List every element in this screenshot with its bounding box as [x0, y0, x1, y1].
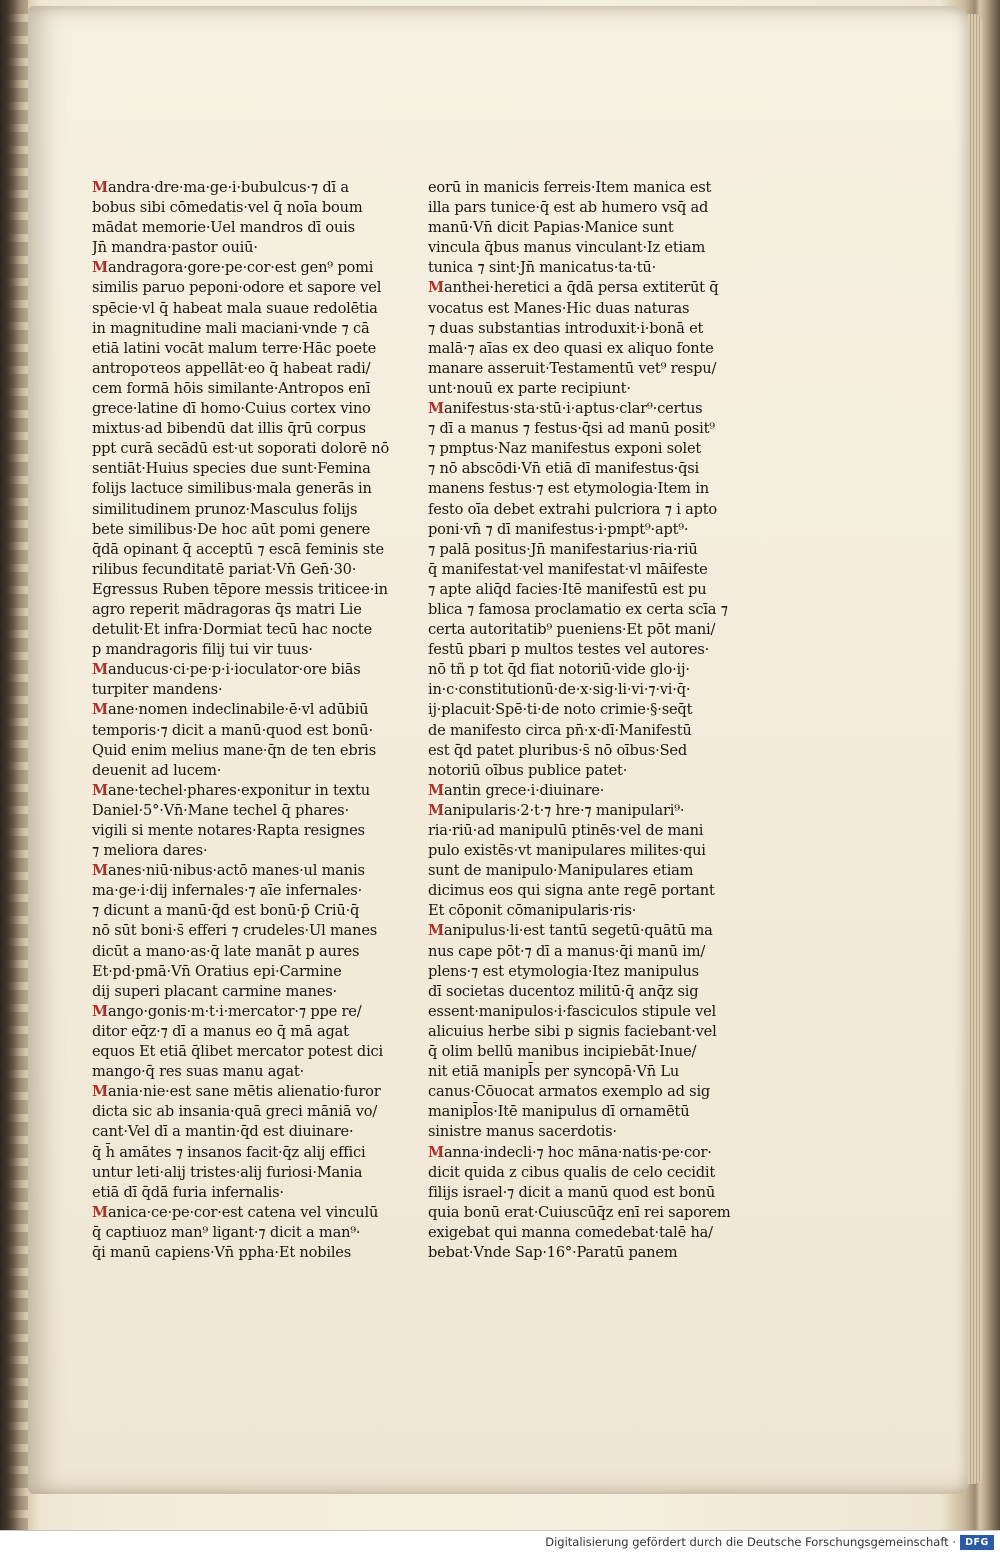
text-line: Mane·techel·phares·exponitur in textu	[92, 781, 370, 799]
text-line: Manipularis·2·t·⁊ hre·⁊ manipulari⁹·	[428, 801, 685, 819]
text-line: eorū in manicis ferreis·Item manica est	[428, 179, 712, 196]
text-line: dicta sic ab insania·quā greci māniā vo/	[92, 1103, 378, 1121]
text-line: filijs israel·⁊ dicit a manū quod est bonū	[428, 1183, 716, 1201]
text-line: bebat·Vnde Sap·16°·Paratū panem	[428, 1243, 678, 1261]
text-line: folijs lactuce similibus·mala generās in	[92, 480, 372, 498]
text-line: mixtus·ad bibendū dat illis q̄rū corpus	[92, 420, 366, 438]
text-line: nō sūt boni·s̄ efferi ⁊ crudeles·Ul manes	[92, 922, 378, 940]
text-line: Manthei·heretici a q̄dā persa extiterūt q̄	[428, 279, 719, 297]
text-line: Mandra·dre·ma·ge·i·bubulcus·⁊ dī a	[92, 179, 349, 196]
text-line: Manna·indecli·⁊ hoc māna·natis·pe·cor·	[428, 1143, 712, 1161]
text-line: canus·Cōuocat armatos exemplo ad sig	[428, 1083, 711, 1101]
text-line: Manipulus·li·est tantū segetū·quātū ma	[428, 922, 713, 940]
text-line: poni·vn̄ ⁊ dī manifestus·i·pmpt⁹·apt⁹·	[428, 520, 689, 538]
text-line: mādat memorie·Uel mandros dī ouis	[92, 219, 355, 237]
text-line: ria·riū·ad manipulū ptinēs·vel de mani	[428, 822, 704, 839]
rubric-initial: M	[428, 1143, 444, 1161]
rubric-initial: M	[92, 1002, 108, 1020]
text-line: Manifestus·sta·stū·i·aptus·clar⁹·certus	[428, 400, 703, 418]
text-line: sinistre manus sacerdotis·	[428, 1123, 617, 1141]
text-line: ⁊ dicunt a manū·q̄d est bonū·p̄ Criū·q̄	[92, 902, 360, 920]
text-line: festū pbari p multos testes vel autores·	[428, 641, 710, 659]
text-line: essent·manipulos·i·fasciculos stipule vel	[428, 1002, 717, 1020]
text-column-left	[92, 178, 392, 1263]
text-line: dicit quida z cibus qualis de celo cecidit	[428, 1163, 716, 1181]
text-line: ⁊ dī a manus ⁊ festus·q̄si ad manū posit⁹	[428, 420, 715, 438]
text-line: Mantin grece·i·diuinare·	[428, 781, 605, 799]
rubric-initial: M	[92, 1083, 108, 1101]
text-column-right	[428, 178, 740, 1263]
rubric-initial: M	[428, 922, 444, 940]
text-line: exigebat qui manna comedebat·talē ha/	[428, 1223, 713, 1241]
text-line: bete similibus·De hoc aūt pomi genere	[92, 520, 371, 538]
text-line: nit etiā manipl̄s per syncopā·Vn̄ Lu	[428, 1063, 680, 1081]
text-line: similis paruo peponi·odore et sapore vel	[92, 279, 382, 297]
text-line: ma·ge·i·dij infernales·⁊ aīe infernales·	[92, 882, 363, 900]
text-line: Jn̄ mandra·pastor ouiū·	[92, 239, 258, 257]
rubric-initial: M	[428, 400, 444, 418]
text-line: unt·nouū ex parte recipiunt·	[428, 379, 631, 397]
text-line: quia bonū erat·Cuiuscūq̄z enī rei saporem	[428, 1203, 731, 1221]
text-line: p mandragoris filij tui vir tuus·	[92, 641, 313, 659]
text-line: sunt de manipulo·Manipulares etiam	[428, 862, 694, 880]
text-line: Mane·nomen indeclinabile·ē·vl adūbiū	[92, 701, 369, 719]
rubric-initial: M	[428, 801, 444, 819]
text-line: plens·⁊ est etymologia·Itez manipulus	[428, 962, 699, 980]
text-line: Manes·niū·nibus·actō manes·ul manis	[92, 862, 365, 880]
text-line: q̄dā opinant q̄ acceptū ⁊ escā feminis ste	[92, 540, 384, 558]
text-line: ⁊ nō abscōdi·Vn̄ etiā dī manifestus·q̄si	[428, 460, 700, 478]
text-line: agro reperit mādragoras q̄s matri Lie	[92, 600, 362, 618]
text-line: detulit·Et infra·Dormiat tecū hac nocte	[92, 621, 372, 639]
text-line: q̄i manū capiens·Vn̄ ppha·Et nobiles	[92, 1243, 352, 1261]
text-line: festo oīa debet extrahi pulcriora ⁊ i apto	[428, 500, 718, 518]
text-line: de manifesto circa pn̄·x·dī·Manifestū	[428, 721, 692, 739]
text-line: Manducus·ci·pe·p·i·ioculator·ore biās	[92, 661, 361, 679]
text-line: Et cōponit cōmanipularis·ris·	[428, 902, 637, 920]
text-line: malā·⁊ aīas ex deo quasi ex aliquo fonte	[428, 339, 714, 357]
text-line: antropoτeos appellāt·eo q̄ habeat radi/	[92, 359, 371, 377]
text-line: Egressus Ruben tēpore messis triticee·in	[92, 580, 388, 598]
facing-page-edge	[0, 0, 28, 1530]
text-line: manare asseruit·Testamentū vet⁹ respu/	[428, 359, 717, 377]
text-line: temporis·⁊ dicit a manū·quod est bonū·	[92, 721, 373, 739]
text-line: etiā dī q̄dā furia infernalis·	[92, 1183, 284, 1201]
text-line: Quid enim melius mane·q̄n de ten ebris	[92, 741, 376, 759]
text-line: dī societas ducentoz militū·q̄ anq̄z sig	[428, 982, 699, 1000]
rubric-initial: M	[92, 259, 108, 277]
text-line: vincula q̄bus manus vinculant·Iz etiam	[428, 239, 706, 257]
text-line: tunica ⁊ sint·Jn̄ manicatus·ta·tū·	[428, 259, 657, 277]
text-line: q̄ manifestat·vel manifestat·vl māifeste	[428, 560, 708, 578]
text-line: q̄ h̄ amātes ⁊ insanos facit·q̄z alij effici	[92, 1143, 366, 1161]
text-line: equos Et etiā q̄libet mercator potest dici	[92, 1043, 383, 1061]
text-line: Manica·ce·pe·cor·est catena vel vinculū	[92, 1203, 379, 1221]
text-line: similitudinem prunoz·Masculus folijs	[92, 500, 358, 518]
text-line: Mania·nie·est sane mētis alienatio·furor	[92, 1083, 381, 1101]
page-stack-edge	[968, 14, 982, 1484]
text-line: rilibus fecunditatē pariat·Vn̄ Gen̄·30·	[92, 560, 357, 578]
text-line: dicūt a mano·as·q̄ late manāt p aures	[92, 942, 360, 960]
rubric-initial: M	[428, 781, 444, 799]
text-line: manens festus·⁊ est etymologia·Item in	[428, 480, 709, 498]
footer-credit: Digitalisierung gefördert durch die Deutsche Forschungsgemeinschaft ·	[545, 1535, 956, 1549]
text-line: vigili si mente notares·Rapta resignes	[92, 822, 365, 839]
text-line: Et·pd·pmā·Vn̄ Oratius epi·Carmine	[92, 962, 342, 980]
text-line: spēcie·vl q̄ habeat mala suaue redolētia	[92, 299, 378, 317]
text-line: q̄ olim bellū manibus incipiebāt·Inue/	[428, 1043, 697, 1061]
text-line: ⁊ meliora dares·	[92, 842, 208, 860]
text-line: manū·Vn̄ dicit Papias·Manice sunt	[428, 219, 674, 237]
text-line: in·c·constitutionū·de·x·sig·li·vi·⁊·vi·q̄·	[428, 681, 691, 699]
text-line: certa autoritatib⁹ pueniens·Et pōt mani/	[428, 621, 716, 639]
text-line: dij superi placant carmine manes·	[92, 982, 337, 1000]
text-line: sentiāt·Huius species due sunt·Femina	[92, 460, 371, 478]
text-line: ij·placuit·Spē·ti·de noto crimie·§·seq̄t	[428, 701, 693, 719]
text-line: alicuius herbe sibi p signis faciebant·vel	[428, 1022, 717, 1040]
text-line: etiā latini vocāt malum terre·Hāc poete	[92, 339, 377, 357]
rubric-initial: M	[92, 781, 108, 799]
text-line: nus cape pōt·⁊ dī a manus·q̄i manū im/	[428, 942, 706, 960]
text-line: mango·q̄ res suas manu agat·	[92, 1063, 304, 1081]
text-line: bobus sibi cōmedatis·vel q̄ noīa boum	[92, 199, 363, 217]
text-line: Daniel·5°·Vn̄·Mane techel q̄ phares·	[92, 801, 349, 819]
text-line: ⁊ duas substantias introduxit·i·bonā et	[428, 319, 704, 337]
text-line: blica ⁊ famosa proclamatio ex certa scīa ⁊	[428, 600, 728, 618]
text-line: est q̄d patet pluribus·s̄ nō oībus·Sed	[428, 741, 687, 759]
text-line: Mandragora·gore·pe·cor·est gen⁹ pomi	[92, 259, 374, 277]
text-line: illa pars tunice·q̄ est ab humero vsq̄ ad	[428, 199, 709, 217]
dfg-logo: DFG	[960, 1535, 994, 1550]
text-line: ditor eq̄z·⁊ dī a manus eo q̄ mā agat	[92, 1022, 349, 1040]
text-line: in magnitudine mali maciani·vnde ⁊ cā	[92, 319, 370, 337]
text-line: ⁊ pmptus·Naz manifestus exponi solet	[428, 440, 702, 458]
text-line: manipl̄os·Itē manipulus dī ornamētū	[428, 1103, 690, 1121]
text-line: cant·Vel dī a mantin·q̄d est diuinare·	[92, 1123, 354, 1141]
text-line: ppt curā secādū est·ut soporati dolorē nō	[92, 440, 390, 458]
rubric-initial: M	[92, 862, 108, 880]
text-line: turpiter mandens·	[92, 681, 223, 699]
rubric-initial: M	[92, 179, 108, 196]
text-line: dicimus eos qui signa ante regē portant	[428, 882, 715, 900]
text-line: Mango·gonis·m·t·i·mercator·⁊ ppe re/	[92, 1002, 362, 1020]
text-line: untur leti·alij tristes·alij furiosi·Mania	[92, 1163, 363, 1181]
rubric-initial: M	[92, 661, 108, 679]
text-line: vocatus est Manes·Hic duas naturas	[428, 299, 690, 317]
text-line: pulo existēs·vt manipulares milites·qui	[428, 842, 706, 860]
footer-bar	[0, 1530, 1000, 1555]
rubric-initial: M	[92, 701, 108, 719]
text-line: notoriū oībus publice patet·	[428, 761, 628, 779]
text-line: grece·latine dī homo·Cuius cortex vino	[92, 400, 371, 418]
text-line: q̄ captiuoz man⁹ ligant·⁊ dicit a man⁹·	[92, 1223, 361, 1241]
rubric-initial: M	[428, 279, 444, 297]
text-line: ⁊ apte aliq̄d facies·Itē manifestū est pu	[428, 580, 707, 598]
text-line: ⁊ palā positus·Jn̄ manifestarius·ria·riū	[428, 540, 698, 558]
text-line: nō tñ p tot q̄d fiat notoriū·vide glo·ij·	[428, 661, 690, 679]
text-line: deuenit ad lucem·	[92, 761, 222, 779]
rubric-initial: M	[92, 1203, 108, 1221]
text-line: cem formā hōis similante·Antropos enī	[92, 379, 371, 397]
